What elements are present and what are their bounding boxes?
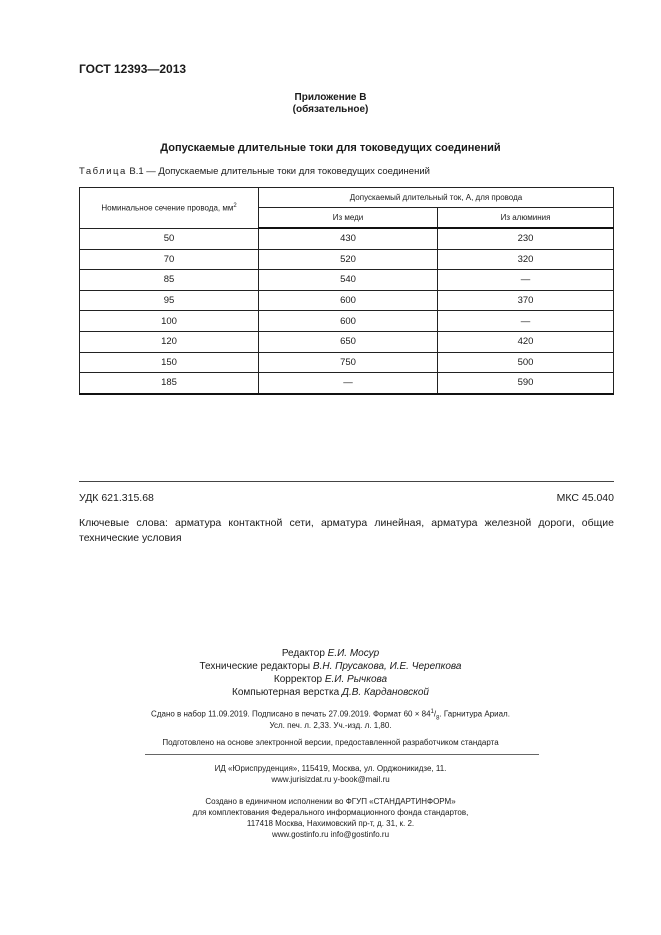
currents-table [79, 187, 614, 395]
appendix-title: Приложение В [294, 92, 367, 103]
editor-name: Е.И. Мосур [327, 648, 380, 659]
cell-aluminium: 320 [438, 249, 614, 270]
cell-copper: — [259, 373, 438, 394]
editor-line [0, 647, 661, 660]
format-slash: / [433, 709, 437, 719]
cell-copper: 540 [259, 270, 438, 291]
print-info-line2: Усл. печ. л. 2,33. Уч.-изд. л. 1,80. [269, 721, 392, 730]
print-info-a: Сдано в набор 11.09.2019. Подписано в печать 27.09.2019. Формат 60 × 84 [151, 709, 431, 719]
cell-copper: 600 [259, 290, 438, 311]
cell-copper: 650 [259, 331, 438, 352]
cell-aluminium: — [438, 270, 614, 291]
cell-aluminium: 590 [438, 373, 614, 394]
cell-copper: 430 [259, 228, 438, 249]
column-header-aluminium: Из алюминия [438, 208, 614, 229]
cell-aluminium: 420 [438, 331, 614, 352]
publisher-rule [145, 754, 539, 755]
corrector-label: Корректор [273, 674, 325, 685]
cell-section: 100 [80, 311, 259, 332]
editor-label: Редактор [281, 648, 328, 659]
cell-section: 85 [80, 270, 259, 291]
format-sup: 1 [430, 709, 434, 715]
mks-code: МКС 45.040 [556, 492, 614, 504]
cell-copper: 750 [259, 352, 438, 373]
cell-aluminium: 370 [438, 290, 614, 311]
table-row [80, 331, 614, 352]
corrector-line [0, 673, 661, 686]
producer-block [0, 796, 661, 840]
format-sub: 8 [436, 715, 440, 722]
column-header-copper: Из меди [259, 208, 438, 229]
cell-aluminium: 230 [438, 228, 614, 249]
cell-aluminium: 500 [438, 352, 614, 373]
cell-section: 150 [80, 352, 259, 373]
table-row [80, 373, 614, 394]
publisher-line2: www.jurisizdat.ru y-book@mail.ru [271, 775, 390, 784]
cell-section: 185 [80, 373, 259, 394]
table-row [80, 311, 614, 332]
table-caption-prefix: Таблица [79, 166, 127, 177]
tech-editors-label: Технические редакторы [199, 661, 313, 672]
column-header-section-label: Номинальное сечение провода, мм [101, 203, 234, 213]
print-info-line1 [0, 709, 661, 721]
cell-copper: 520 [259, 249, 438, 270]
table-row [80, 290, 614, 311]
layout-line [0, 686, 661, 699]
corrector-name: Е.И. Рычкова [324, 674, 388, 685]
cell-section: 95 [80, 290, 259, 311]
tech-editors-line [0, 660, 661, 673]
column-header-section-sup: 2 [233, 202, 237, 209]
appendix-status: (обязательное) [292, 104, 369, 115]
cell-section: 120 [80, 331, 259, 352]
keywords: Ключевые слова: арматура контактной сети, арматура линейная, арматура железной дороги, общие технические условия [79, 517, 614, 544]
print-info-line3: Подготовлено на основе электронной версии, предоставленной разработчиком стандарта [162, 738, 499, 747]
print-info-b: . Гарнитура Ариал. [439, 709, 510, 719]
udk-code: УДК 621.315.68 [79, 492, 154, 504]
table-row [80, 352, 614, 373]
cell-section: 50 [80, 228, 259, 249]
column-header-section [80, 188, 259, 229]
table-row [80, 270, 614, 291]
publisher-block [0, 763, 661, 785]
footer-rule [79, 481, 614, 482]
section-title: Допускаемые длительные токи для токоведущих соединений [160, 142, 501, 154]
tech-editors-name: В.Н. Прусакова, И.Е. Черепкова [312, 661, 462, 672]
cell-copper: 600 [259, 311, 438, 332]
producer-line3: 117418 Москва, Нахимовский пр-т, д. 31, к. 2. [246, 819, 415, 828]
producer-line1: Создано в единичном исполнении во ФГУП «СТАНДАРТИНФОРМ» [205, 797, 456, 806]
layout-name: Д.В. Кардановской [341, 687, 429, 698]
cell-section: 70 [80, 249, 259, 270]
table-row [80, 249, 614, 270]
layout-label: Компьютерная верстка [232, 687, 342, 698]
cell-aluminium: — [438, 311, 614, 332]
publisher-line1: ИД «Юриспруденция», 115419, Москва, ул. Орджоникидзе, 11. [214, 764, 447, 773]
table-row [80, 228, 614, 249]
table-caption [79, 166, 430, 177]
table-caption-text: В.1 — Допускаемые длительные токи для токоведущих соединений [126, 166, 430, 177]
standard-number: ГОСТ 12393—2013 [79, 62, 187, 76]
producer-line2: для комплектования Федерального информационного фонда стандартов, [192, 808, 469, 817]
column-group-header: Допускаемый длительный ток, А, для провода [259, 188, 614, 208]
producer-line4: www.gostinfo.ru info@gostinfo.ru [271, 830, 390, 839]
